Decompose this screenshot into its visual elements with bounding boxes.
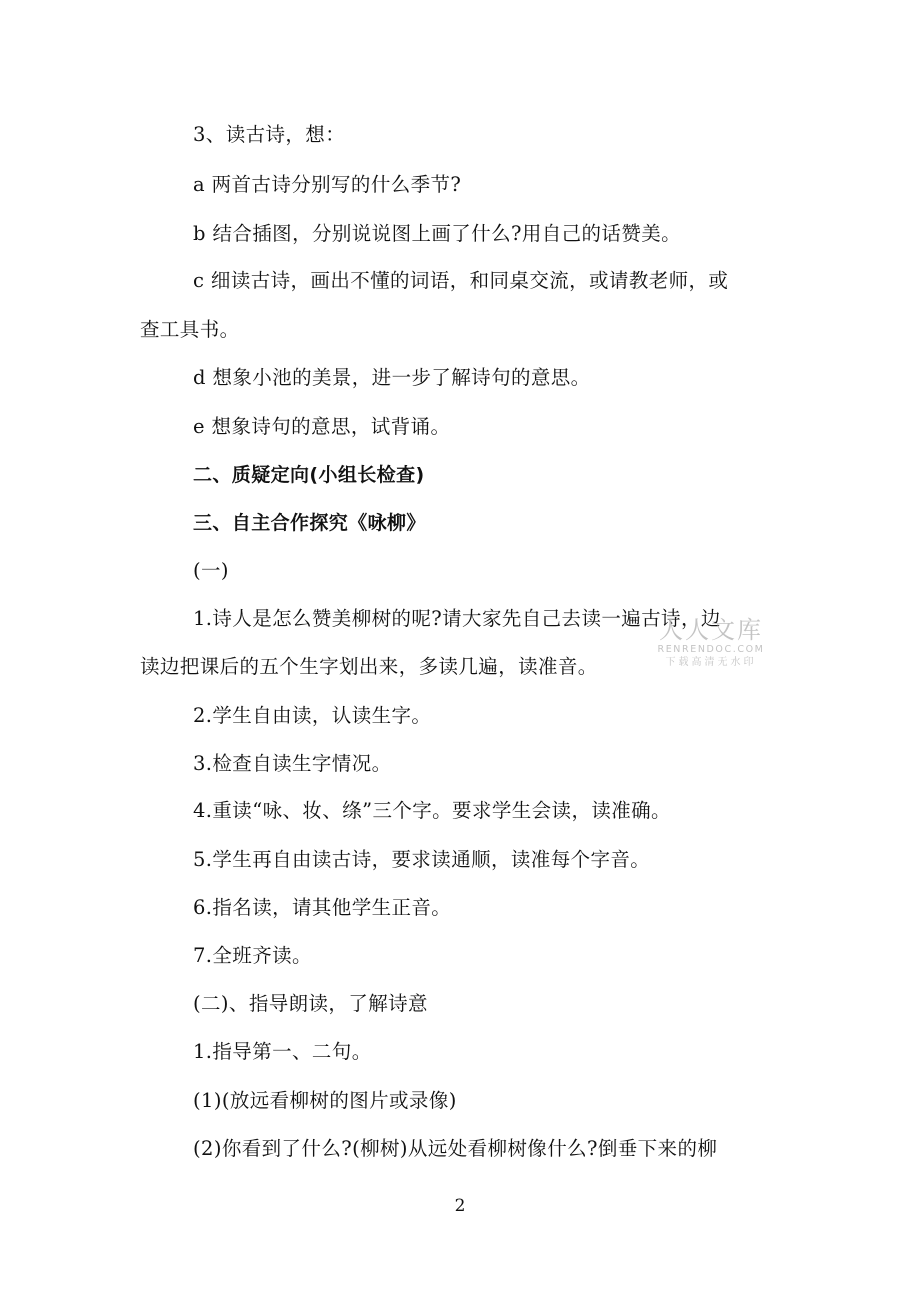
section-heading: 二、质疑定向(小组长检查) [193,464,425,486]
paragraph-line: 1.指导第一、二句。 [193,1040,372,1063]
paragraph-line: 3、读古诗，想： [193,123,346,146]
paragraph-line: 1.诗人是怎么赞美柳树的呢?请大家先自己去读一遍古诗，边 [193,607,721,630]
paragraph-line: 读边把课后的五个生字划出来，多读几遍，读准音。 [140,655,598,678]
paragraph-line: (二)、指导朗读，了解诗意 [193,992,428,1015]
paragraph-line: d 想象小池的美景，进一步了解诗句的意思。 [193,366,591,389]
paragraph-line: 5.学生再自由读古诗，要求读通顺，读准每个字音。 [193,848,651,871]
paragraph-line: (2)你看到了什么?(柳树)从远处看柳树像什么?倒垂下来的柳 [193,1137,718,1160]
watermark-title: 人人文库 [659,616,763,644]
paragraph-line: 7.全班齐读。 [193,944,312,967]
paragraph-line: 6.指名读，请其他学生正音。 [193,896,452,919]
watermark-logo [648,616,774,670]
paragraph-line: a 两首古诗分别写的什么季节? [193,173,462,196]
watermark-subtitle: 下载高清无水印 [665,657,757,668]
section-heading: 三、自主合作探究《咏柳》 [193,512,426,534]
page-number: 2 [454,1196,466,1216]
paragraph-line: e 想象诗句的意思，试背诵。 [193,415,451,438]
paragraph-line: 3.检查自读生字情况。 [193,752,392,775]
paragraph-line: c 细读古诗，画出不懂的词语，和同桌交流，或请教老师，或 [193,269,729,292]
paragraph-line: (一) [193,559,229,582]
watermark-url: RENRENDOC.COM [657,644,765,655]
paragraph-line: (1)(放远看柳树的图片或录像) [193,1089,457,1112]
paragraph-line: 查工具书。 [140,318,240,341]
paragraph-line: 4.重读“咏、妆、绦”三个字。要求学生会读，读准确。 [193,799,671,822]
paragraph-line: b 结合插图，分别说说图上画了什么?用自己的话赞美。 [193,222,682,245]
paragraph-line: 2.学生自由读，认读生字。 [193,704,432,727]
